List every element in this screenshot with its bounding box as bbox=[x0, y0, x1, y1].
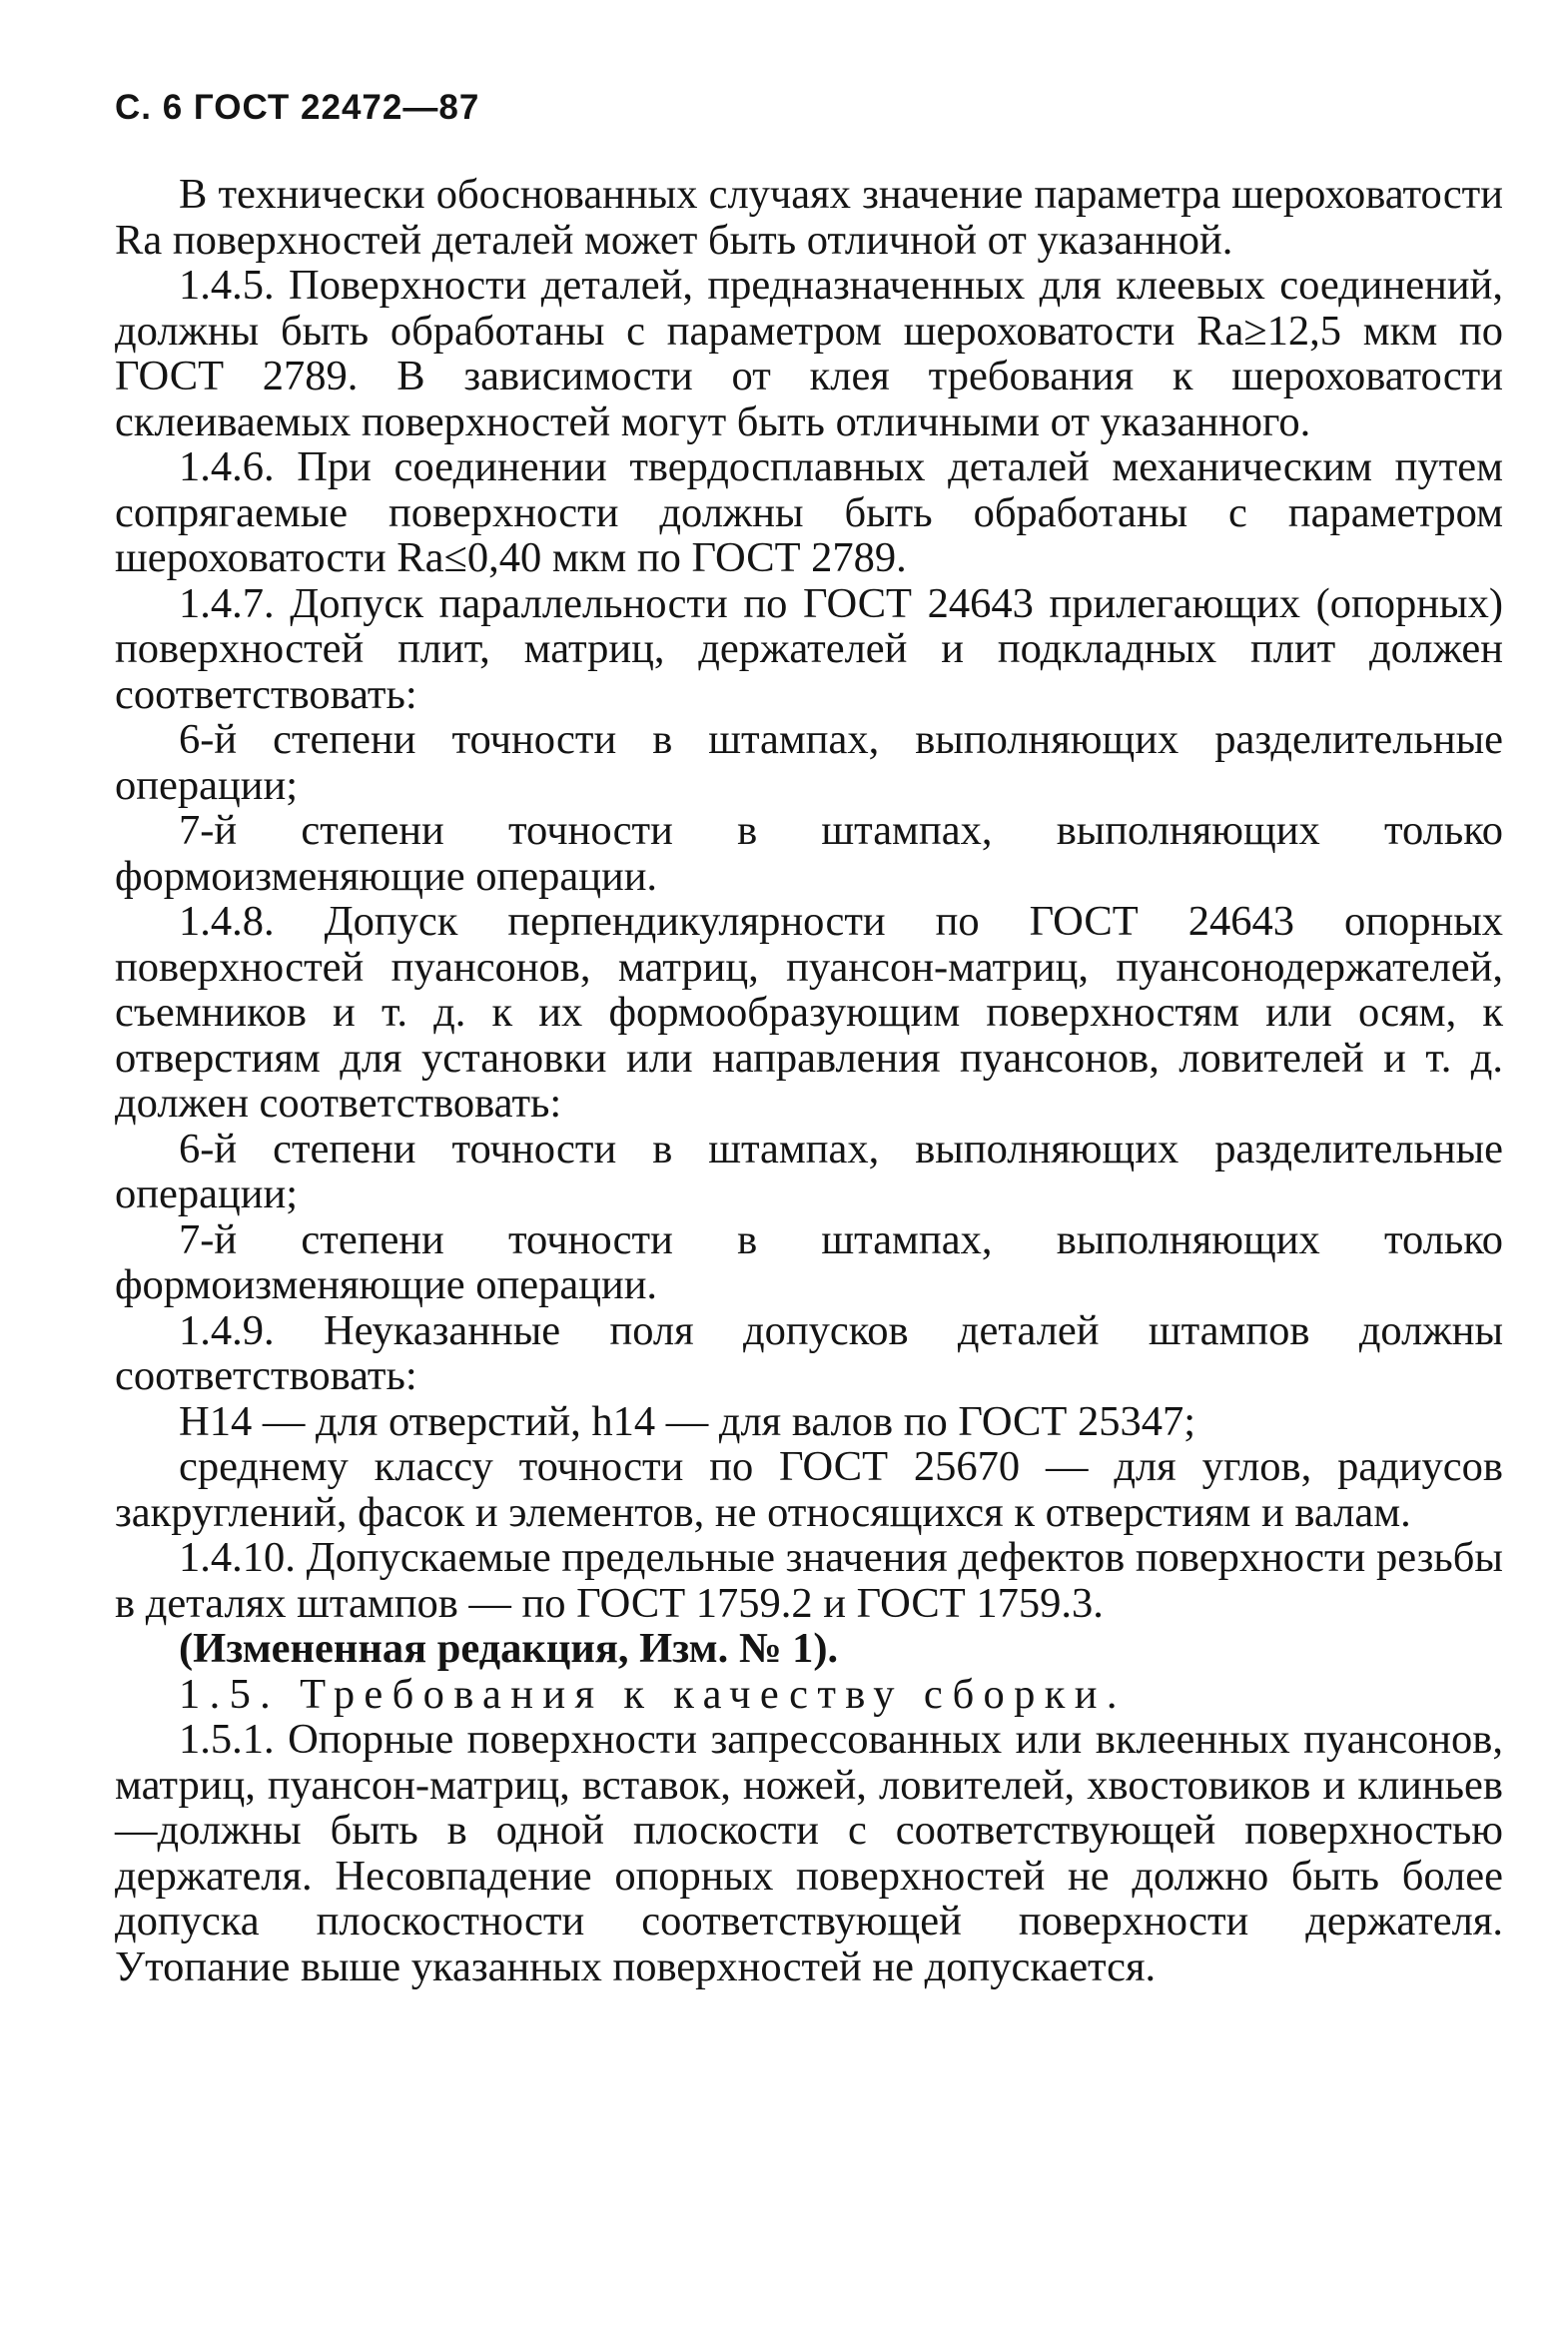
paragraph-1-5-1: 1.5.1. Опорные поверхности запрессованных или вклеенных пуансонов, матриц, пуансон-матриц, вставок, ножей, ловителей, хвостовиков и клиньев—должны быть в одной плоскости с соответствующей поверхностью держателя. Несовпадение опорных поверхностей не должно быть более допуска плоскостности соответствующей поверхности держателя. Утопание выше указанных поверхностей не допускается. bbox=[115, 1716, 1503, 1990]
paragraph-1-4-6: 1.4.6. При соединении твердосплавных деталей механическим путем сопрягаемые поверхности должны быть обработаны с параметром шероховатости Ra≤0,40 мкм по ГОСТ 2789. bbox=[115, 443, 1503, 581]
paragraph-1-4-5: 1.4.5. Поверхности деталей, предназначенных для клеевых соединений, должны быть обработаны с параметром шероховатости Ra≥12,5 мкм по ГОСТ 2789. В зависимости от клея требования к шероховатости склеиваемых поверхностей могут быть отличными от указанного. bbox=[115, 262, 1503, 445]
list-item: 7-й степени точности в штампах, выполняющих только формоизменяющие операции. bbox=[115, 1215, 1503, 1308]
paragraph-1-4-9: 1.4.9. Неуказанные поля допусков деталей штампов должны соответствовать: bbox=[115, 1306, 1503, 1399]
list-item: H14 — для отверстий, h14 — для валов по ГОСТ 25347; bbox=[179, 1397, 1196, 1445]
page-header: С. 6 ГОСТ 22472—87 bbox=[115, 88, 480, 127]
paragraph-1-4-10: 1.4.10. Допускаемые предельные значения дефектов поверхности резьбы в деталях штампов — по ГОСТ 1759.2 и ГОСТ 1759.3. bbox=[115, 1534, 1503, 1627]
paragraph: В технически обоснованных случаях значение параметра шероховатости Ra поверхностей деталей может быть отличной от указанной. bbox=[115, 171, 1503, 264]
amendment-note: (Измененная редакция, Изм. № 1). bbox=[179, 1625, 839, 1672]
body-text bbox=[115, 172, 1503, 1989]
paragraph-1-4-8: 1.4.8. Допуск перпендикулярности по ГОСТ 24643 опорных поверхностей пуансонов, матриц, пуансон-матриц, пуансонодержателей, съемников и т. д. к их формообразующим поверхностям или осям, к отверстиям для установки или направления пуансонов, ловителей и т. д. должен соответствовать: bbox=[115, 898, 1503, 1127]
section-heading-1-5: 1.5. Требования к качеству сборки. bbox=[179, 1670, 1127, 1718]
paragraph-1-4-7: 1.4.7. Допуск параллельности по ГОСТ 24643 прилегающих (опорных) поверхностей плит, матриц, держателей и подкладных плит должен соответствовать: bbox=[115, 579, 1503, 718]
list-item: 7-й степени точности в штампах, выполняющих только формоизменяющие операции. bbox=[115, 807, 1503, 900]
list-item: среднему классу точности по ГОСТ 25670 — для углов, радиусов закруглений, фасок и элементов, не относящихся к отверстиям и валам. bbox=[115, 1443, 1503, 1536]
list-item: 6-й степени точности в штампах, выполняющих разделительные операции; bbox=[115, 1125, 1503, 1217]
list-item: 6-й степени точности в штампах, выполняющих разделительные операции; bbox=[115, 716, 1503, 809]
